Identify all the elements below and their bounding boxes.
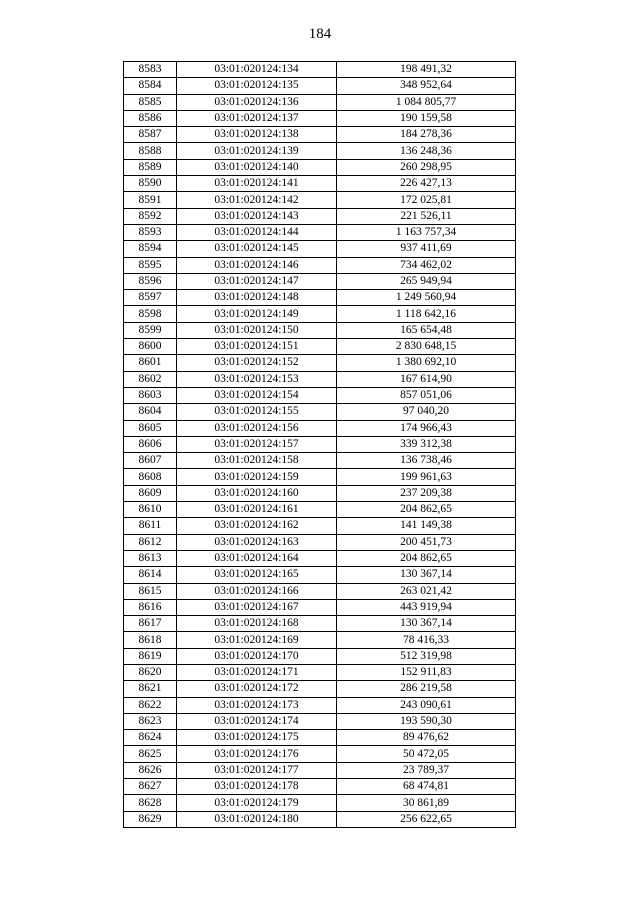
row-number-cell: 8585	[124, 94, 177, 110]
cadastral-number-cell: 03:01:020124:162	[177, 518, 337, 534]
table-row	[124, 420, 516, 436]
cadastral-number-cell: 03:01:020124:151	[177, 339, 337, 355]
row-number-cell: 8618	[124, 632, 177, 648]
value-cell: 89 476,62	[337, 730, 516, 746]
row-number-cell: 8624	[124, 730, 177, 746]
table-row	[124, 567, 516, 583]
cadastral-number-cell: 03:01:020124:135	[177, 78, 337, 94]
table-row	[124, 795, 516, 811]
table-row	[124, 632, 516, 648]
registry-table	[123, 61, 516, 828]
value-cell: 200 451,73	[337, 534, 516, 550]
value-cell: 339 312,38	[337, 436, 516, 452]
table-row	[124, 534, 516, 550]
value-cell: 204 862,65	[337, 502, 516, 518]
value-cell: 78 416,33	[337, 632, 516, 648]
cadastral-number-cell: 03:01:020124:140	[177, 159, 337, 175]
row-number-cell: 8606	[124, 436, 177, 452]
table-row	[124, 713, 516, 729]
table-row	[124, 208, 516, 224]
cadastral-number-cell: 03:01:020124:175	[177, 730, 337, 746]
cadastral-number-cell: 03:01:020124:145	[177, 241, 337, 257]
cadastral-number-cell: 03:01:020124:169	[177, 632, 337, 648]
table-row	[124, 371, 516, 387]
value-cell: 23 789,37	[337, 762, 516, 778]
cadastral-number-cell: 03:01:020124:137	[177, 110, 337, 126]
table-row	[124, 192, 516, 208]
value-cell: 152 911,83	[337, 664, 516, 680]
value-cell: 130 367,14	[337, 616, 516, 632]
cadastral-number-cell: 03:01:020124:164	[177, 550, 337, 566]
cadastral-number-cell: 03:01:020124:163	[177, 534, 337, 550]
cadastral-number-cell: 03:01:020124:176	[177, 746, 337, 762]
row-number-cell: 8609	[124, 485, 177, 501]
cadastral-number-cell: 03:01:020124:171	[177, 664, 337, 680]
cadastral-number-cell: 03:01:020124:177	[177, 762, 337, 778]
value-cell: 265 949,94	[337, 273, 516, 289]
row-number-cell: 8614	[124, 567, 177, 583]
row-number-cell: 8601	[124, 355, 177, 371]
value-cell: 263 021,42	[337, 583, 516, 599]
table-row	[124, 664, 516, 680]
registry-table-body	[124, 62, 516, 828]
cadastral-number-cell: 03:01:020124:178	[177, 779, 337, 795]
table-row	[124, 273, 516, 289]
row-number-cell: 8620	[124, 664, 177, 680]
cadastral-number-cell: 03:01:020124:161	[177, 502, 337, 518]
table-row	[124, 94, 516, 110]
value-cell: 68 474,81	[337, 779, 516, 795]
cadastral-number-cell: 03:01:020124:160	[177, 485, 337, 501]
cadastral-number-cell: 03:01:020124:141	[177, 176, 337, 192]
row-number-cell: 8602	[124, 371, 177, 387]
table-row	[124, 453, 516, 469]
table-row	[124, 143, 516, 159]
cadastral-number-cell: 03:01:020124:138	[177, 127, 337, 143]
value-cell: 193 590,30	[337, 713, 516, 729]
value-cell: 512 319,98	[337, 648, 516, 664]
table-row	[124, 502, 516, 518]
cadastral-number-cell: 03:01:020124:180	[177, 811, 337, 827]
row-number-cell: 8600	[124, 339, 177, 355]
cadastral-number-cell: 03:01:020124:167	[177, 599, 337, 615]
table-row	[124, 62, 516, 78]
value-cell: 174 966,43	[337, 420, 516, 436]
row-number-cell: 8586	[124, 110, 177, 126]
row-number-cell: 8595	[124, 257, 177, 273]
row-number-cell: 8588	[124, 143, 177, 159]
value-cell: 165 654,48	[337, 322, 516, 338]
value-cell: 237 209,38	[337, 485, 516, 501]
cadastral-number-cell: 03:01:020124:157	[177, 436, 337, 452]
table-row	[124, 387, 516, 403]
cadastral-number-cell: 03:01:020124:136	[177, 94, 337, 110]
cadastral-number-cell: 03:01:020124:134	[177, 62, 337, 78]
cadastral-number-cell: 03:01:020124:148	[177, 290, 337, 306]
value-cell: 172 025,81	[337, 192, 516, 208]
page-number: 184	[308, 26, 332, 42]
cadastral-number-cell: 03:01:020124:172	[177, 681, 337, 697]
table-row	[124, 616, 516, 632]
value-cell: 141 149,38	[337, 518, 516, 534]
cadastral-number-cell: 03:01:020124:155	[177, 404, 337, 420]
row-number-cell: 8584	[124, 78, 177, 94]
row-number-cell: 8615	[124, 583, 177, 599]
row-number-cell: 8629	[124, 811, 177, 827]
cadastral-number-cell: 03:01:020124:170	[177, 648, 337, 664]
cadastral-number-cell: 03:01:020124:153	[177, 371, 337, 387]
value-cell: 226 427,13	[337, 176, 516, 192]
cadastral-number-cell: 03:01:020124:165	[177, 567, 337, 583]
value-cell: 190 159,58	[337, 110, 516, 126]
table-row	[124, 224, 516, 240]
row-number-cell: 8592	[124, 208, 177, 224]
cadastral-number-cell: 03:01:020124:158	[177, 453, 337, 469]
cadastral-number-cell: 03:01:020124:159	[177, 469, 337, 485]
value-cell: 857 051,06	[337, 387, 516, 403]
row-number-cell: 8587	[124, 127, 177, 143]
table-row	[124, 322, 516, 338]
value-cell: 937 411,69	[337, 241, 516, 257]
row-number-cell: 8603	[124, 387, 177, 403]
row-number-cell: 8605	[124, 420, 177, 436]
table-row	[124, 599, 516, 615]
cadastral-number-cell: 03:01:020124:179	[177, 795, 337, 811]
value-cell: 286 219,58	[337, 681, 516, 697]
row-number-cell: 8594	[124, 241, 177, 257]
cadastral-number-cell: 03:01:020124:146	[177, 257, 337, 273]
row-number-cell: 8607	[124, 453, 177, 469]
value-cell: 1 084 805,77	[337, 94, 516, 110]
row-number-cell: 8608	[124, 469, 177, 485]
value-cell: 97 040,20	[337, 404, 516, 420]
cadastral-number-cell: 03:01:020124:139	[177, 143, 337, 159]
table-row	[124, 583, 516, 599]
value-cell: 204 862,65	[337, 550, 516, 566]
cadastral-number-cell: 03:01:020124:150	[177, 322, 337, 338]
value-cell: 198 491,32	[337, 62, 516, 78]
value-cell: 1 380 692,10	[337, 355, 516, 371]
table-row	[124, 762, 516, 778]
value-cell: 221 526,11	[337, 208, 516, 224]
row-number-cell: 8591	[124, 192, 177, 208]
table-row	[124, 306, 516, 322]
table-row	[124, 550, 516, 566]
table-row	[124, 518, 516, 534]
cadastral-number-cell: 03:01:020124:143	[177, 208, 337, 224]
cadastral-number-cell: 03:01:020124:144	[177, 224, 337, 240]
row-number-cell: 8596	[124, 273, 177, 289]
table-row	[124, 176, 516, 192]
table-row	[124, 290, 516, 306]
value-cell: 30 861,89	[337, 795, 516, 811]
row-number-cell: 8623	[124, 713, 177, 729]
table-row	[124, 469, 516, 485]
row-number-cell: 8621	[124, 681, 177, 697]
table-row	[124, 355, 516, 371]
cadastral-number-cell: 03:01:020124:156	[177, 420, 337, 436]
row-number-cell: 8604	[124, 404, 177, 420]
value-cell: 136 248,36	[337, 143, 516, 159]
cadastral-number-cell: 03:01:020124:142	[177, 192, 337, 208]
cadastral-number-cell: 03:01:020124:149	[177, 306, 337, 322]
cadastral-number-cell: 03:01:020124:174	[177, 713, 337, 729]
cadastral-number-cell: 03:01:020124:152	[177, 355, 337, 371]
value-cell: 167 614,90	[337, 371, 516, 387]
row-number-cell: 8597	[124, 290, 177, 306]
table-row	[124, 746, 516, 762]
row-number-cell: 8616	[124, 599, 177, 615]
table-row	[124, 436, 516, 452]
row-number-cell: 8583	[124, 62, 177, 78]
row-number-cell: 8613	[124, 550, 177, 566]
table-row	[124, 110, 516, 126]
table-row	[124, 257, 516, 273]
row-number-cell: 8599	[124, 322, 177, 338]
table-row	[124, 78, 516, 94]
cadastral-number-cell: 03:01:020124:154	[177, 387, 337, 403]
row-number-cell: 8611	[124, 518, 177, 534]
cadastral-number-cell: 03:01:020124:147	[177, 273, 337, 289]
value-cell: 184 278,36	[337, 127, 516, 143]
row-number-cell: 8589	[124, 159, 177, 175]
value-cell: 199 961,63	[337, 469, 516, 485]
value-cell: 243 090,61	[337, 697, 516, 713]
value-cell: 260 298,95	[337, 159, 516, 175]
row-number-cell: 8617	[124, 616, 177, 632]
value-cell: 1 249 560,94	[337, 290, 516, 306]
table-row	[124, 648, 516, 664]
table-row	[124, 697, 516, 713]
value-cell: 130 367,14	[337, 567, 516, 583]
table-row	[124, 127, 516, 143]
row-number-cell: 8610	[124, 502, 177, 518]
cadastral-number-cell: 03:01:020124:168	[177, 616, 337, 632]
table-row	[124, 159, 516, 175]
table-row	[124, 339, 516, 355]
value-cell: 1 163 757,34	[337, 224, 516, 240]
value-cell: 50 472,05	[337, 746, 516, 762]
row-number-cell: 8590	[124, 176, 177, 192]
row-number-cell: 8598	[124, 306, 177, 322]
row-number-cell: 8628	[124, 795, 177, 811]
value-cell: 256 622,65	[337, 811, 516, 827]
table-row	[124, 485, 516, 501]
table-row	[124, 730, 516, 746]
row-number-cell: 8622	[124, 697, 177, 713]
value-cell: 348 952,64	[337, 78, 516, 94]
row-number-cell: 8612	[124, 534, 177, 550]
row-number-cell: 8627	[124, 779, 177, 795]
value-cell: 136 738,46	[337, 453, 516, 469]
table-row	[124, 811, 516, 827]
row-number-cell: 8593	[124, 224, 177, 240]
table-row	[124, 779, 516, 795]
cadastral-number-cell: 03:01:020124:166	[177, 583, 337, 599]
row-number-cell: 8625	[124, 746, 177, 762]
value-cell: 2 830 648,15	[337, 339, 516, 355]
value-cell: 734 462,02	[337, 257, 516, 273]
cadastral-number-cell: 03:01:020124:173	[177, 697, 337, 713]
table-row	[124, 681, 516, 697]
table-row	[124, 241, 516, 257]
row-number-cell: 8619	[124, 648, 177, 664]
table-row	[124, 404, 516, 420]
value-cell: 1 118 642,16	[337, 306, 516, 322]
value-cell: 443 919,94	[337, 599, 516, 615]
row-number-cell: 8626	[124, 762, 177, 778]
